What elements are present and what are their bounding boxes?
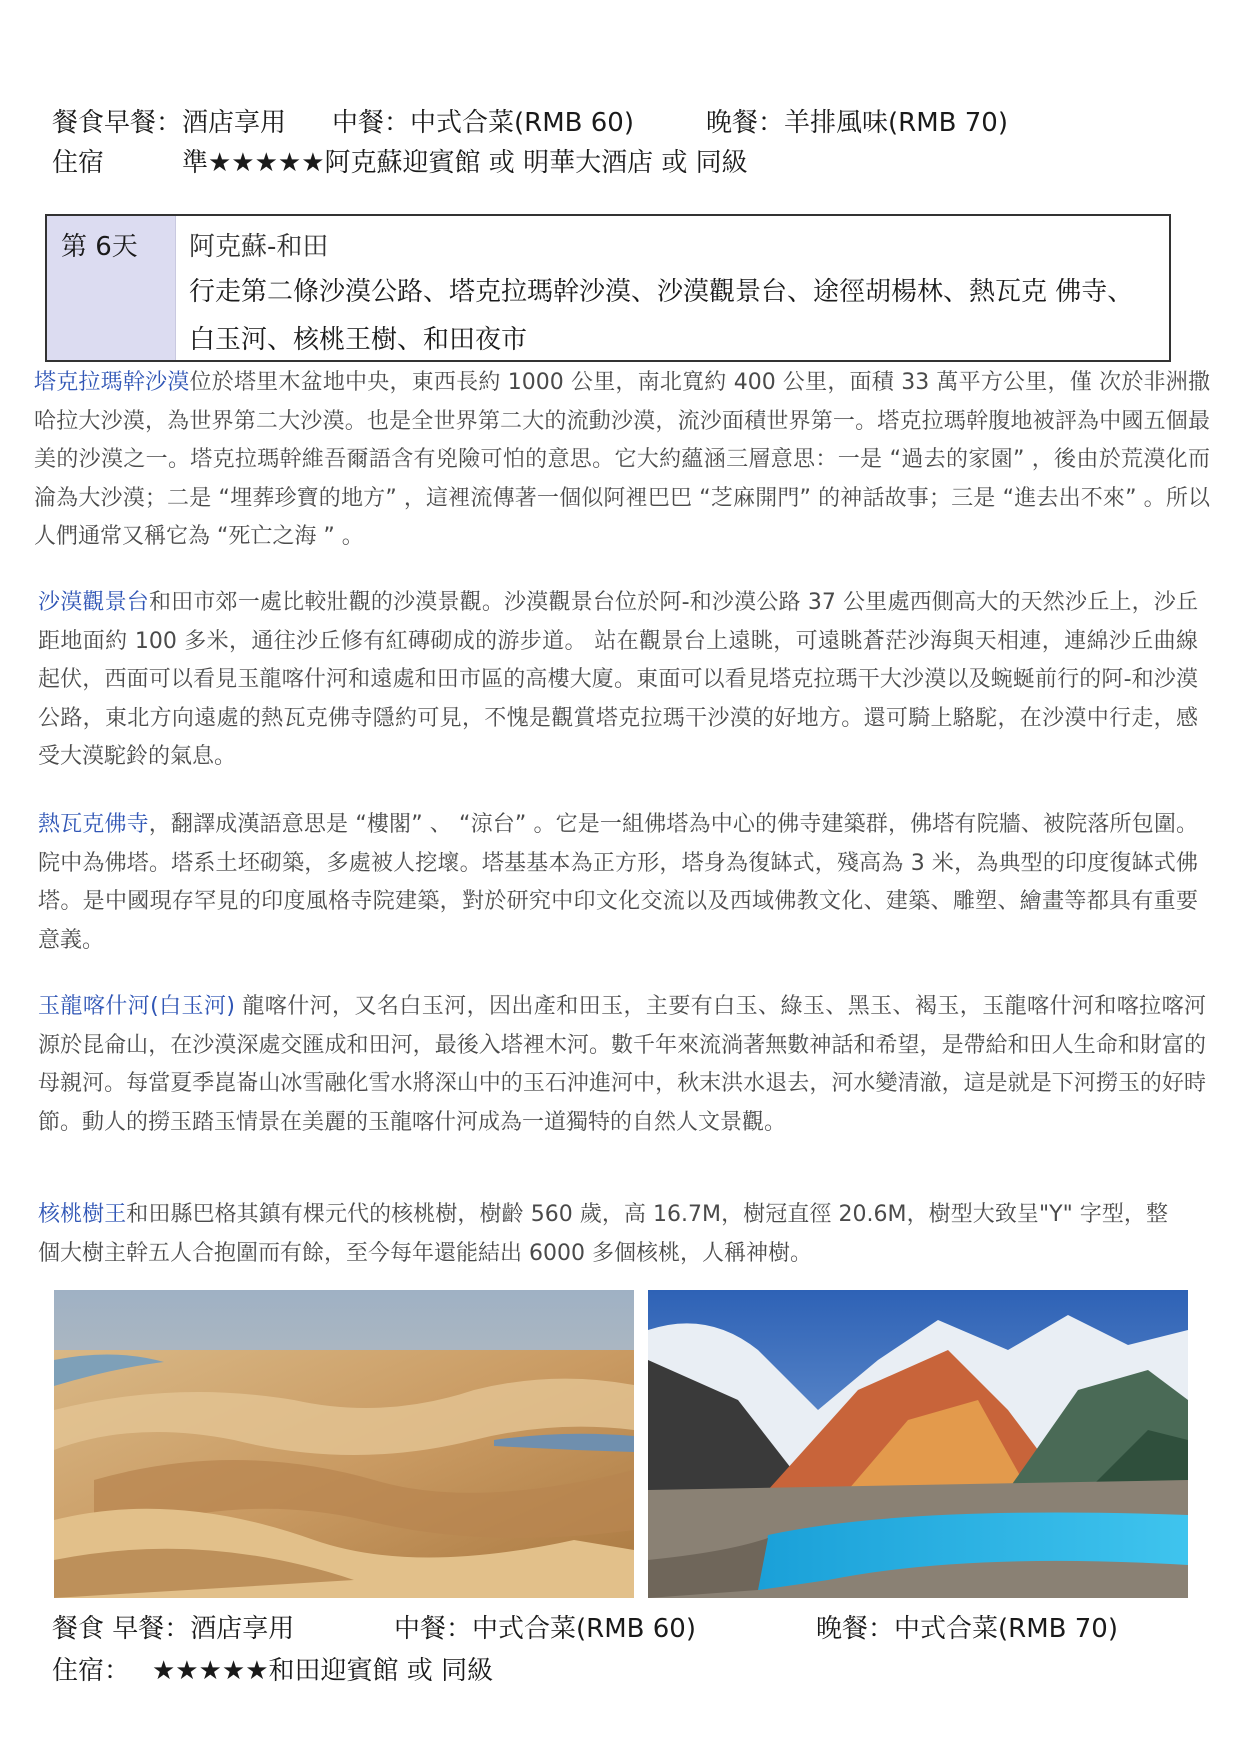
bottom-lodging-label: 住宿： [52,1656,131,1686]
top-meals-breakfast: 餐食早餐：酒店享用 [52,108,287,138]
section-walnut-king [38,1196,1168,1273]
section-taklamakan [34,364,1210,557]
top-meals-lunch: 中餐：中式合菜(RMB 60) [332,108,634,138]
day-route: 阿克蘇-和田 [189,232,329,262]
day-label: 第 6天 [61,232,138,262]
desert-dunes-photo [54,1290,634,1598]
top-lodging-line [52,146,1152,180]
section-title: 玉龍喀什河(白玉河) [38,994,235,1019]
bottom-meals-breakfast: 餐食 早餐：酒店享用 [52,1614,295,1644]
section-text: 龍喀什河，又名白玉河，因出產和田玉，主要有白玉、綠玉、黑玉、褐玉，玉龍喀什河和喀拉喀河源於昆侖山，在沙漠深處交匯成和田河，最後入塔裡木河。數千年來流淌著無數神話和希望，是帶給和田人生命和財富的母親河。每當夏季崑崙山冰雪融化雪水將深山中的玉石沖進河中，秋末洪水退去，河水變清澈，這是就是下河撈玉的好時節。動人的撈玉踏玉情景在美麗的玉龍喀什河成為一道獨特的自然人文景觀。 [38,994,1206,1135]
bottom-meals-lunch: 中餐：中式合菜(RMB 60) [394,1614,696,1644]
section-title: 塔克拉瑪幹沙漠 [34,370,190,395]
section-rawak-temple [38,806,1198,960]
section-text: 和田縣巴格其鎮有棵元代的核桃樹，樹齡 560 歲，高 16.7M，樹冠直徑 20.6M，樹型大致呈"Y" 字型，整個大樹主幹五人合抱圍而有餘，至今每年還能結出 6000 多個核桃，人稱神樹。 [38,1202,1168,1266]
mountain-river-photo [648,1290,1188,1598]
section-text: ，翻譯成漢語意思是 “樓閣” 、 “涼台” 。它是一組佛塔為中心的佛寺建築群，佛塔有院牆、被院落所包圍。院中為佛塔。塔系土坯砌築，多處被人挖壞。塔基基本為正方形，塔身為復缽式，殘高為 3 米，為典型的印度復缽式佛塔。是中國現存罕見的印度風格寺院建築，對於研究中印文化交流以及西域佛教文化、建築、雕塑、繪畫等都具有重要意義。 [38,812,1198,953]
section-title: 沙漠觀景台 [38,590,149,615]
day-itinerary-box [45,214,1171,362]
top-meals-dinner: 晚餐：羊排風味(RMB 70) [706,108,1008,138]
top-lodging-value: 準★★★★★阿克蘇迎賓館 或 明華大酒店 或 同級 [182,148,748,178]
bottom-lodging-line [52,1654,1202,1688]
section-white-jade-river [38,988,1206,1142]
bottom-meals-line [52,1612,1202,1646]
bottom-lodging-value: ★★★★★和田迎賓館 或 同級 [152,1656,494,1686]
top-meals-line [52,106,1152,140]
section-desert-viewpoint [38,584,1198,777]
section-title: 核桃樹王 [38,1202,127,1227]
section-title: 熱瓦克佛寺 [38,812,149,837]
top-lodging-label: 住宿 [52,148,105,178]
bottom-meals-dinner: 晚餐：中式合菜(RMB 70) [816,1614,1118,1644]
day-detail: 行走第二條沙漠公路、塔克拉瑪幹沙漠、沙漠觀景台、途徑胡楊林、熱瓦克 佛寺、白玉河、核桃王樹、和田夜市 [189,277,1134,355]
section-text: 位於塔里木盆地中央，東西長約 1000 公里，南北寬約 400 公里，面積 33 萬平方公里，僅 次於非洲撒哈拉大沙漠，為世界第二大沙漠。也是全世界第二大的流動沙漠，流沙面積世界第一。塔克拉瑪幹腹地被評為中國五個最美的沙漠之一。塔克拉瑪幹維吾爾語含有兇險可怕的意思。它大約蘊涵三層意思：一是 “過去的家園” ，後由於荒漠化而淪為大沙漠；二是 “埋葬珍寶的地方” ，這裡流傳著一個似阿裡巴巴 “芝麻開門” 的神話故事；三是 “進去出不來” 。所以人們通常又稱它為 “死亡之海 ” 。 [34,370,1210,549]
section-text: 和田市郊一處比較壯觀的沙漠景觀。沙漠觀景台位於阿-和沙漠公路 37 公里處西側高大的天然沙丘上，沙丘距地面約 100 多米，通往沙丘修有紅磚砌成的游步道。 站在觀景台上遠眺，可遠眺蒼茫沙海與天相連，連綿沙丘曲線起伏，西面可以看見玉龍喀什河和遠處和田市區的高樓大廈。東面可以看見塔克拉瑪干大沙漠以及蜿蜒前行的阿-和沙漠公路，東北方向遠處的熱瓦克佛寺隱約可見，不愧是觀賞塔克拉瑪干沙漠的好地方。還可騎上駱駝，在沙漠中行走，感受大漠駝鈴的氣息。 [38,590,1198,769]
day-label-cell [47,216,176,360]
